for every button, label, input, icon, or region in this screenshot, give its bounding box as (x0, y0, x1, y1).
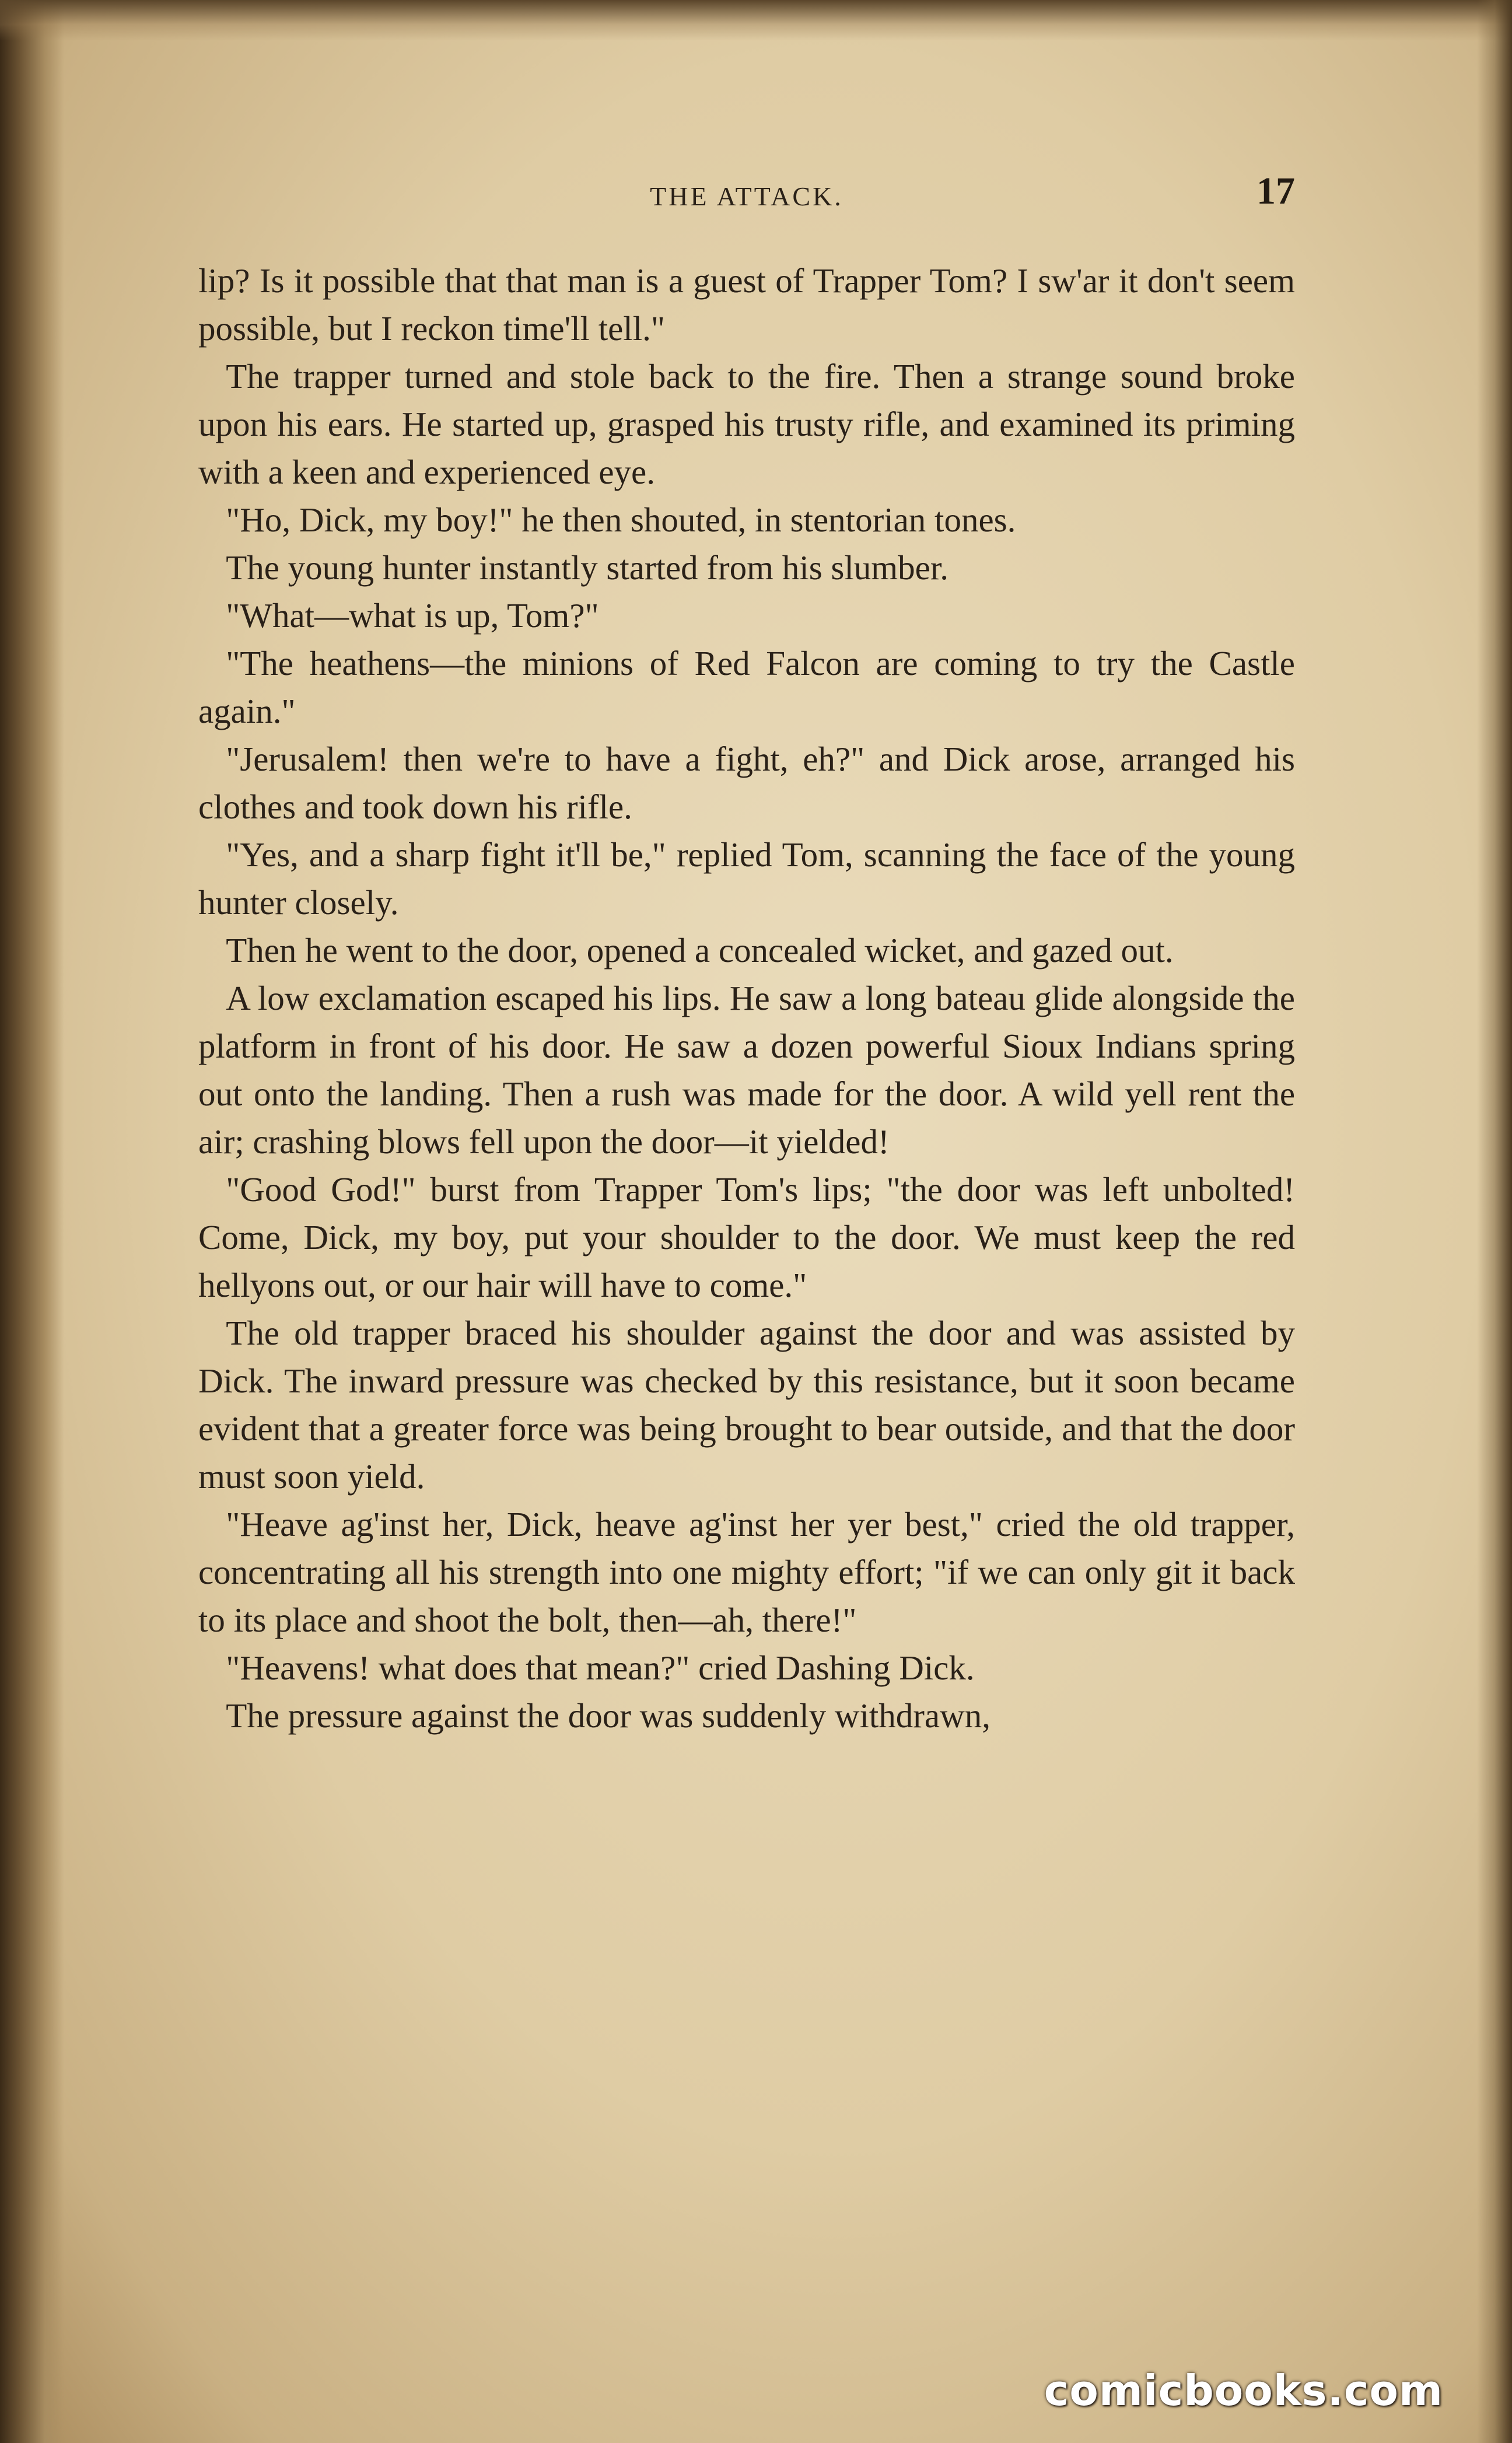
paragraph: "Heavens! what does that mean?" cried Dashing Dick. (226, 1648, 975, 1687)
paragraph: "What—what is up, Tom?" (226, 596, 599, 635)
paragraph: "Ho, Dick, my boy!" he then shouted, in stentorian tones. (226, 501, 1016, 539)
paragraph: "Jerusalem! then we're to have a fight, eh?" and Dick arose, arranged his clothes and took down his rifle. (198, 740, 1295, 826)
paragraph: The trapper turned and stole back to the fire. Then a strange sound broke upon his ears. He started up, grasped his trusty rifle, and examined its priming with a keen and experienced eye. (198, 357, 1295, 491)
running-title: THE ATTACK. (650, 181, 844, 211)
right-edge-shadow (1477, 0, 1512, 2443)
body-text (198, 257, 1295, 1740)
paragraph: lip? Is it possible that that man is a guest of Trapper Tom? I sw'ar it don't seem possible, but I reckon time'll tell." (198, 261, 1295, 348)
binding-shadow (0, 0, 64, 2443)
paragraph: "The heathens—the minions of Red Falcon are coming to try the Castle again." (198, 644, 1295, 730)
page-header (198, 169, 1295, 228)
paragraph: "Yes, and a sharp fight it'll be," replied Tom, scanning the face of the young hunter closely. (198, 835, 1295, 922)
paragraph: Then he went to the door, opened a concealed wicket, and gazed out. (226, 931, 1174, 970)
paragraph: The pressure against the door was suddenly withdrawn, (226, 1696, 991, 1735)
paragraph: The old trapper braced his shoulder against the door and was assisted by Dick. The inward pressure was checked by this resistance, but it soon became evident that a greater force was being brought to bear outside, and that the door must soon yield. (198, 1314, 1295, 1496)
paragraph: "Heave ag'inst her, Dick, heave ag'inst her yer best," cried the old trapper, concentrating all his strength into one mighty effort; "if we can only git it back to its place and shoot the bolt, then—ah, there!" (198, 1505, 1295, 1639)
paragraph: The young hunter instantly started from his slumber. (226, 548, 949, 587)
page-number: 17 (1256, 170, 1295, 212)
watermark: comicbooks.com (1044, 2366, 1443, 2415)
paragraph: A low exclamation escaped his lips. He saw a long bateau glide alongside the platform in front of his door. He saw a dozen powerful Sioux Indians spring out onto the landing. Then a rush was made for the door. A wild yell rent the air; crashing blows fell upon the door—it yielded! (198, 979, 1295, 1161)
paragraph: "Good God!" burst from Trapper Tom's lips; "the door was left unbolted! Come, Dick, my boy, put your shoulder to the door. We must keep the red hellyons out, or our hair will have to come." (198, 1170, 1295, 1304)
top-edge-shadow (0, 0, 1512, 41)
